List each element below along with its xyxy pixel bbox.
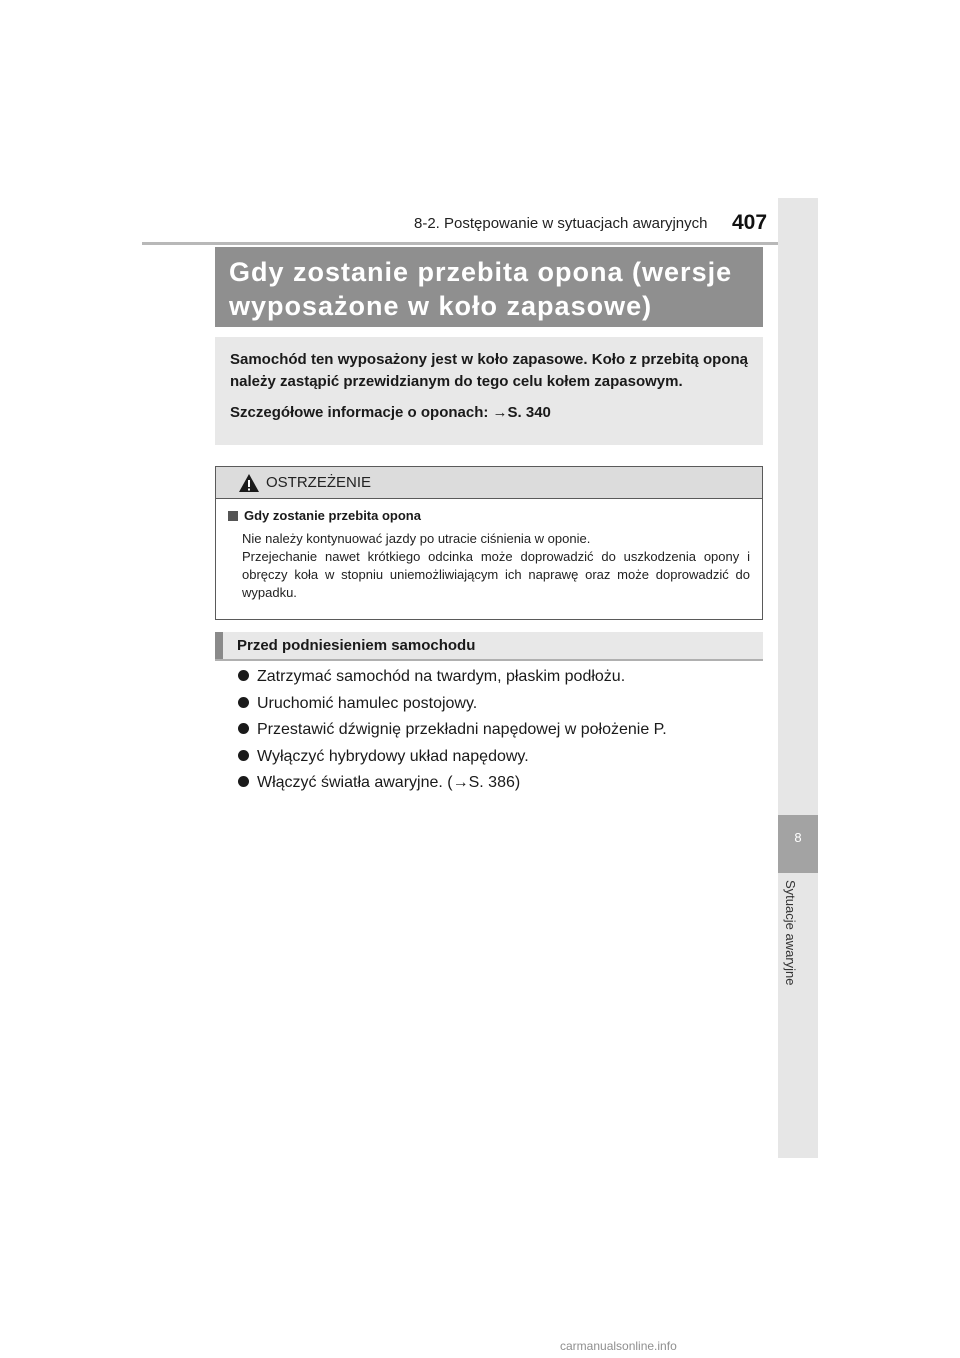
list-item: [238, 717, 667, 743]
chapter-label: Sytuacje awaryjne: [783, 880, 798, 986]
warning-body: [242, 530, 750, 602]
step-text: Wyłączyć hybrydowy układ napędowy.: [257, 747, 529, 765]
page-title-line: wyposażone w koło zapasowe): [229, 291, 653, 321]
warning-item-title-text: Gdy zostanie przebita opona: [244, 508, 421, 523]
warning-triangle-icon: [238, 473, 260, 493]
page-title-box: [215, 247, 763, 327]
footer-watermark: carmanualsonline.info: [560, 1339, 677, 1353]
side-tab: [778, 198, 818, 1158]
intro-reference: Szczegółowe informacje o oponach: →S. 340: [230, 404, 551, 421]
step-text: Uruchomić hamulec postojowy.: [257, 694, 478, 712]
subheading-accent: [215, 632, 223, 659]
header-divider: [142, 242, 818, 245]
list-item: [238, 664, 667, 690]
steps-list: [238, 664, 667, 797]
subheading-bar: [215, 632, 763, 661]
warning-header: [216, 467, 762, 499]
chapter-number: 8: [794, 830, 802, 845]
square-bullet-icon: [228, 511, 238, 521]
step-text: Zatrzymać samochód na twardym, płaskim podłożu.: [257, 668, 626, 685]
bullet-icon: [238, 750, 249, 761]
bullet-icon: [238, 670, 249, 681]
page-number: 407: [732, 211, 768, 234]
warning-line: Nie należy kontynuować jazdy po utracie ciśnienia w oponie.: [242, 531, 591, 546]
warning-item-title: [228, 508, 421, 523]
list-item: [238, 744, 667, 770]
step-text: Przestawić dźwignię przekładni napędowej w położenie P.: [257, 721, 667, 738]
section-title: 8-2. Postępowanie w sytuacjach awaryjnych: [414, 215, 708, 232]
warning-title: OSTRZEŻENIE: [266, 474, 372, 491]
bullet-icon: [238, 697, 249, 708]
list-item: [238, 770, 667, 796]
bullet-icon: [238, 776, 249, 787]
intro-box: [215, 337, 763, 445]
page-title-line: Gdy zostanie przebita opona (wersje: [229, 257, 733, 287]
warning-box: [215, 466, 763, 620]
step-text: Włączyć światła awaryjne. (→S. 386): [257, 774, 521, 791]
subheading-text: Przed podniesieniem samochodu: [237, 637, 476, 654]
list-item: [238, 691, 667, 717]
intro-paragraph: Samochód ten wyposażony jest w koło zapasowe. Koło z przebitą oponą należy zastąpić przewidzianym do tego celu kołem zapasowym.: [230, 351, 748, 390]
warning-line: Przejechanie nawet krótkiego odcinka może doprowadzić do uszkodzenia opony i obręczy koła w stopniu uniemożliwiającym ich naprawę oraz może doprowadzić do wypadku.: [242, 549, 750, 600]
bullet-icon: [238, 723, 249, 734]
